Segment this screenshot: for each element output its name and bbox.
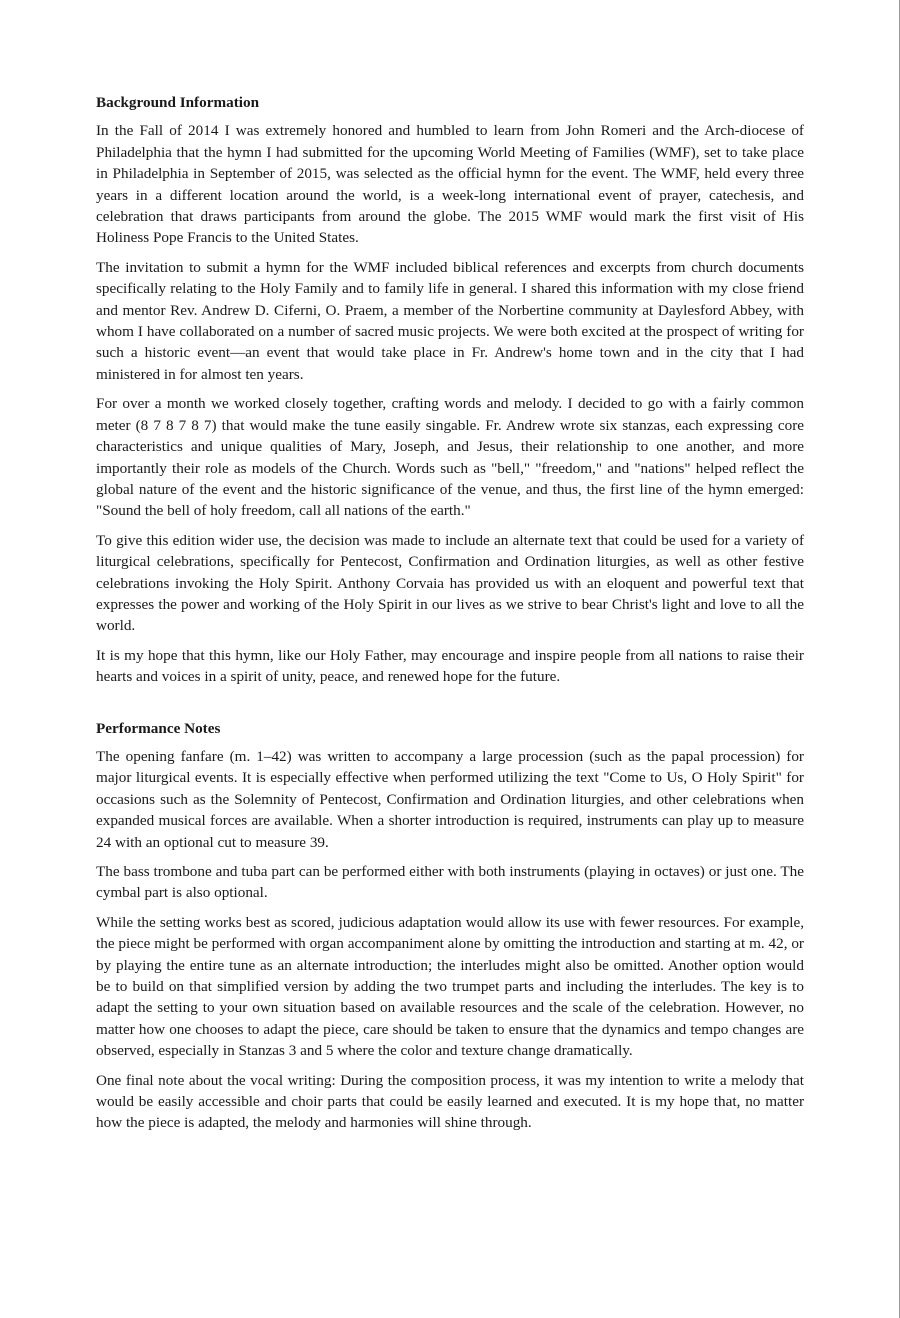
paragraph: The opening fanfare (m. 1–42) was written to accompany a large procession (such as the papal procession) for major liturgical events. It is especially effective when performed utilizing the text "Come to Us, O Holy Spirit" for occasions such as the Solemnity of Pentecost, Confirmation and Ordination liturgies, and other celebrations when expanded musical forces are available. When a shorter introduction is required, instruments can play up to measure 24 with an optional cut to measure 39. — [96, 747, 804, 851]
section-heading: Performance Notes — [96, 719, 221, 737]
paragraph: To give this edition wider use, the decision was made to include an alternate text that could be used for a variety of liturgical celebrations, specifically for Pentecost, Confirmation and Ordination liturgies, as well as other festive celebrations invoking the Holy Spirit. Anthony Corvaia has provided us with an eloquent and powerful text that expresses the power and working of the Holy Spirit in our lives as we strive to bear Christ's light and love to all the world. — [96, 531, 804, 635]
page-content — [96, 92, 804, 1142]
paragraph: In the Fall of 2014 I was extremely honored and humbled to learn from John Romeri and the Arch-diocese of Philadelphia that the hymn I had submitted for the upcoming World Meeting of Families (WMF), set to take place in Philadelphia in September of 2015, was selected as the official hymn for the event. The WMF, held every three years in a different location around the world, is a week-long international event of prayer, catechesis, and celebration that draws participants from around the globe. The 2015 WMF would mark the first visit of His Holiness Pope Francis to the United States. — [96, 122, 804, 247]
paragraph: One final note about the vocal writing: During the composition process, it was my intention to write a melody that would be easily accessible and choir parts that could be easily learned and executed. It is my hope that, no matter how the piece is adapted, the melody and harmonies will shine through. — [96, 1071, 804, 1132]
paragraph: The invitation to submit a hymn for the WMF included biblical references and excerpts from church documents specifically relating to the Holy Family and to family life in general. I shared this information with my close friend and mentor Rev. Andrew D. Ciferni, O. Praem, a member of the Norbertine community at Daylesford Abbey, with whom I have collaborated on a number of sacred music projects. We were both excited at the prospect of writing for such a historic event—an event that would take place in Fr. Andrew's home town and in the city that I had ministered in for almost ten years. — [96, 258, 804, 383]
paragraph: The bass trombone and tuba part can be performed either with both instruments (playing in octaves) or just one. The cymbal part is also optional. — [96, 863, 804, 902]
background-section — [96, 92, 804, 688]
paragraph: For over a month we worked closely together, crafting words and melody. I decided to go with a fairly common meter (8 7 8 7 8 7) that would make the tune easily singable. Fr. Andrew wrote six stanzas, each expressing core characteristics and unique qualities of Mary, Joseph, and Jesus, their relationship to one another, and more importantly their role as models of the Church. Words such as "bell," "freedom," and "nations" helped reflect the global nature of the event and the historic significance of the venue, and thus, the first line of the hymn emerged: "Sound the bell of holy freedom, call all nations of the earth." — [96, 395, 804, 520]
section-heading: Background Information — [96, 94, 260, 111]
performance-notes-section — [96, 718, 804, 1134]
paragraph: While the setting works best as scored, judicious adaptation would allow its use with fewer resources. For example, the piece might be performed with organ accompaniment alone by omitting the introduction and starting at m. 42, or by playing the entire tune as an alternate introduction; the interludes might also be omitted. Another option would be to build on that simplified version by adding the two trumpet parts and including the interludes. The key is to adapt the setting to your own situation based on available resources and the scale of the celebration. However, no matter how one chooses to adapt the piece, care should be taken to ensure that the dynamics and tempo changes are observed, especially in Stanzas 3 and 5 where the color and texture change dramatically. — [96, 913, 804, 1060]
paragraph: It is my hope that this hymn, like our Holy Father, may encourage and inspire people from all nations to raise their hearts and voices in a spirit of unity, peace, and renewed hope for the future. — [96, 646, 804, 686]
